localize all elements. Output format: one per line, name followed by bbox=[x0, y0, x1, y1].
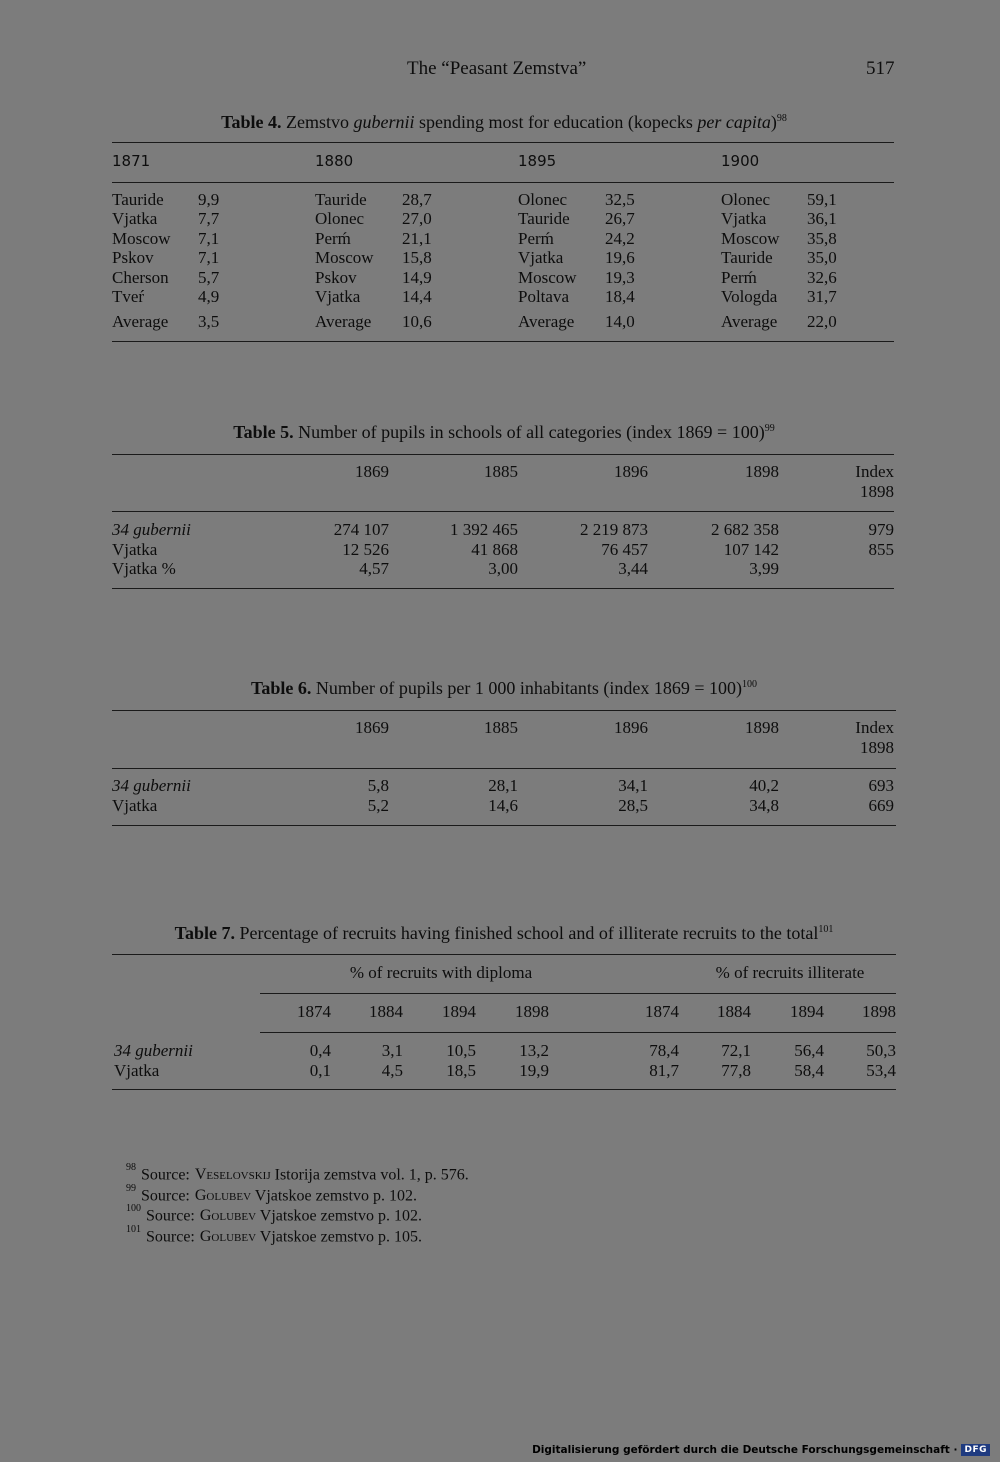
spending-value: 28,7 bbox=[402, 190, 432, 209]
data-value: 14,6 bbox=[488, 795, 518, 815]
index-header: 1898 bbox=[860, 737, 894, 757]
footnote-number: 99 bbox=[126, 1182, 136, 1194]
page-number: 517 bbox=[866, 58, 895, 79]
province-name: Cherson bbox=[112, 267, 169, 287]
table6-caption: Table 6. Number of pupils per 1 000 inhabitants (index 1869 = 100)$^{100}$ bbox=[251, 678, 757, 698]
table-rule bbox=[260, 993, 896, 994]
row-label: 34 gubernii bbox=[114, 1041, 193, 1060]
footnote bbox=[126, 1203, 422, 1225]
column-header: 1895 bbox=[518, 152, 557, 170]
footnote bbox=[126, 1223, 422, 1246]
spending-value: 24,2 bbox=[605, 228, 635, 248]
diploma-value: 13,2 bbox=[519, 1041, 549, 1060]
dfg-logo: DFG bbox=[961, 1444, 990, 1456]
diploma-value: 0,1 bbox=[309, 1060, 331, 1080]
row-label: Vjatka bbox=[112, 539, 158, 559]
year-header: 1884 bbox=[717, 1002, 751, 1021]
spending-value: 7,7 bbox=[198, 209, 220, 229]
row-label: Vjatka bbox=[114, 1060, 160, 1080]
spending-value: 14,9 bbox=[402, 267, 432, 287]
funding-text: Digitalisierung gefördert durch die Deutsche Forschungsgemeinschaft · bbox=[532, 1444, 958, 1456]
spending-value: 14,4 bbox=[402, 287, 432, 306]
running-title: The “Peasant Zemstva” bbox=[407, 58, 587, 79]
funding-notice bbox=[532, 1444, 990, 1456]
table7-caption: Table 7. Percentage of recruits having finished school and of illiterate recruits to the total$^{101}$ bbox=[174, 923, 834, 943]
province-name: Olonec bbox=[315, 209, 365, 229]
province-name: Vjatka bbox=[721, 209, 767, 229]
average-label: Average bbox=[315, 312, 372, 331]
column-header: 1880 bbox=[315, 152, 354, 170]
illiterate-value: 53,4 bbox=[866, 1060, 896, 1080]
table5-caption: Table 5. Number of pupils in schools of all categories (index 1869 = 100)$^{99}$ bbox=[233, 422, 775, 442]
column-header: 1896 bbox=[614, 718, 648, 737]
data-value: 5,8 bbox=[367, 776, 389, 795]
table-rule bbox=[112, 511, 894, 512]
footnote-lead: Source: bbox=[141, 1186, 190, 1204]
province-name: Moscow bbox=[112, 228, 171, 248]
index-value: 979 bbox=[868, 520, 894, 539]
table4-label: Table 4. bbox=[221, 112, 282, 132]
province-name: Tauride bbox=[721, 248, 773, 268]
row-label: 34 gubernii bbox=[112, 520, 191, 539]
province-name: Tauride bbox=[112, 190, 164, 209]
footnote bbox=[126, 1182, 417, 1205]
province-name: Tauride bbox=[518, 209, 570, 229]
province-name: Poltava bbox=[518, 287, 569, 306]
column-header: 1871 bbox=[112, 152, 151, 170]
table6-label: Table 6. bbox=[251, 678, 312, 698]
average-value: 14,0 bbox=[605, 312, 635, 331]
province-name: Olonec bbox=[721, 190, 771, 209]
row-label: Vjatka % bbox=[112, 559, 176, 578]
data-value: 3,44 bbox=[618, 559, 648, 578]
data-value: 40,2 bbox=[749, 776, 779, 795]
column-header: 1898 bbox=[745, 462, 779, 481]
province-name: Moscow bbox=[315, 248, 374, 268]
data-value: 5,2 bbox=[367, 795, 389, 815]
table-rule bbox=[112, 182, 894, 183]
province-name: Tveŕ bbox=[112, 287, 145, 306]
illiterate-value: 78,4 bbox=[649, 1041, 679, 1060]
footnote-text: Vjatskoe zemstvo p. 102. bbox=[251, 1186, 417, 1204]
average-label: Average bbox=[518, 312, 575, 331]
data-value: 34,1 bbox=[618, 776, 648, 795]
table-rule bbox=[112, 341, 894, 342]
data-value: 3,99 bbox=[749, 559, 779, 578]
column-header: 1885 bbox=[484, 462, 518, 481]
spending-value: 19,3 bbox=[605, 267, 635, 287]
table4-caption: Table 4. Zemstvo gubernii spending most for education (kopecks per capita)$^{98}$ bbox=[221, 112, 787, 132]
footnote-ref: 99 bbox=[764, 423, 775, 434]
data-value: 2 682 358 bbox=[711, 520, 779, 539]
footnote-author: Golubev bbox=[199, 1207, 257, 1225]
spending-value: 18,4 bbox=[605, 287, 635, 306]
index-value: 693 bbox=[868, 776, 894, 795]
province-name: Pskov bbox=[315, 267, 357, 287]
spending-value: 5,7 bbox=[198, 267, 220, 287]
spending-value: 9,9 bbox=[198, 190, 220, 209]
province-name: Vologda bbox=[721, 287, 778, 306]
illiterate-value: 81,7 bbox=[649, 1060, 679, 1080]
data-value: 4,57 bbox=[359, 559, 389, 578]
average-value: 10,6 bbox=[402, 312, 432, 331]
spending-value: 26,7 bbox=[605, 209, 635, 229]
province-name: Vjatka bbox=[315, 287, 361, 306]
data-value: 41 868 bbox=[471, 539, 518, 559]
index-value: 855 bbox=[868, 539, 894, 559]
province-name: Perḿ bbox=[518, 228, 554, 248]
footnote-number: 98 bbox=[126, 1162, 136, 1173]
year-header: 1884 bbox=[369, 1002, 403, 1021]
group-header: % of recruits illiterate bbox=[715, 963, 865, 982]
spending-value: 31,7 bbox=[807, 287, 837, 306]
data-value: 28,1 bbox=[488, 776, 518, 795]
spending-value: 27,0 bbox=[402, 209, 432, 229]
spending-value: 7,1 bbox=[198, 248, 220, 268]
column-header: 1898 bbox=[745, 718, 779, 737]
table5-label: Table 5. bbox=[233, 422, 294, 442]
footnote-number: 101 bbox=[126, 1223, 141, 1235]
footnote-ref: 100 bbox=[741, 679, 757, 690]
footnote-lead: Source: bbox=[141, 1166, 190, 1184]
column-header: 1869 bbox=[355, 462, 389, 481]
table7-label: Table 7. bbox=[174, 923, 236, 943]
table-rule bbox=[112, 768, 896, 769]
table-rule bbox=[112, 1089, 896, 1090]
illiterate-value: 50,3 bbox=[866, 1041, 896, 1060]
footnote-text: Vjatskoe zemstvo p. 105. bbox=[256, 1227, 422, 1245]
table-rule bbox=[112, 454, 894, 455]
column-header: 1869 bbox=[355, 718, 389, 737]
column-header: 1900 bbox=[721, 152, 760, 170]
year-header: 1894 bbox=[790, 1002, 824, 1021]
footnote-text: Istorija zemstva vol. 1, p. 576. bbox=[270, 1166, 469, 1184]
average-value: 22,0 bbox=[807, 312, 837, 331]
data-value: 1 392 465 bbox=[450, 520, 518, 539]
data-value: 274 107 bbox=[333, 520, 389, 539]
row-label: Vjatka bbox=[112, 795, 158, 815]
year-header: 1874 bbox=[645, 1002, 679, 1021]
average-value: 3,5 bbox=[198, 312, 220, 331]
province-name: Perḿ bbox=[315, 228, 351, 248]
spending-value: 59,1 bbox=[807, 190, 837, 209]
index-header: Index bbox=[855, 462, 894, 481]
table-rule bbox=[260, 1032, 896, 1033]
year-header: 1898 bbox=[515, 1002, 549, 1021]
table-rule bbox=[112, 825, 896, 826]
illiterate-value: 58,4 bbox=[794, 1060, 824, 1080]
column-header: 1885 bbox=[484, 718, 518, 737]
diploma-value: 10,5 bbox=[446, 1041, 476, 1060]
index-header: 1898 bbox=[860, 481, 894, 501]
table-rule bbox=[112, 710, 896, 711]
illiterate-value: 77,8 bbox=[721, 1060, 751, 1080]
column-header: 1896 bbox=[614, 462, 648, 481]
illiterate-value: 56,4 bbox=[794, 1041, 824, 1060]
footnote-number: 100 bbox=[126, 1203, 141, 1214]
province-name: Vjatka bbox=[112, 209, 158, 229]
spending-value: 4,9 bbox=[198, 287, 220, 306]
table-rule bbox=[112, 954, 896, 955]
spending-value: 7,1 bbox=[198, 228, 220, 248]
spending-value: 35,0 bbox=[807, 248, 837, 268]
average-label: Average bbox=[112, 312, 169, 331]
data-value: 34,8 bbox=[749, 795, 779, 815]
illiterate-value: 72,1 bbox=[721, 1041, 751, 1060]
province-name: Pskov bbox=[112, 248, 154, 268]
spending-value: 19,6 bbox=[605, 248, 635, 268]
data-value: 28,5 bbox=[618, 795, 648, 815]
footnote-author: Veselovskij bbox=[194, 1166, 271, 1184]
index-header: Index bbox=[855, 718, 894, 737]
spending-value: 15,8 bbox=[402, 248, 432, 268]
footnote-lead: Source: bbox=[146, 1207, 195, 1225]
data-value: 2 219 873 bbox=[580, 520, 648, 539]
province-name: Moscow bbox=[518, 267, 577, 287]
province-name: Moscow bbox=[721, 228, 780, 248]
diploma-value: 0,4 bbox=[309, 1041, 331, 1060]
year-header: 1894 bbox=[442, 1002, 476, 1021]
group-header: % of recruits with diploma bbox=[349, 963, 533, 982]
spending-value: 21,1 bbox=[402, 228, 432, 248]
table-rule bbox=[112, 142, 894, 143]
row-label: 34 gubernii bbox=[112, 776, 191, 795]
data-value: 12 526 bbox=[342, 539, 389, 559]
footnote-author: Golubev bbox=[199, 1227, 257, 1245]
index-value: 669 bbox=[868, 795, 894, 815]
data-value: 3,00 bbox=[488, 559, 518, 578]
diploma-value: 19,9 bbox=[519, 1060, 549, 1080]
province-name: Olonec bbox=[518, 190, 568, 209]
spending-value: 35,8 bbox=[807, 228, 837, 248]
footnote-author: Golubev bbox=[194, 1186, 252, 1204]
footnote-ref: 98 bbox=[776, 113, 787, 124]
footnote bbox=[126, 1162, 469, 1184]
province-name: Perḿ bbox=[721, 267, 757, 287]
spending-value: 36,1 bbox=[807, 209, 837, 229]
data-value: 107 142 bbox=[723, 539, 779, 559]
year-header: 1898 bbox=[862, 1002, 896, 1021]
province-name: Vjatka bbox=[518, 248, 564, 268]
diploma-value: 3,1 bbox=[381, 1041, 403, 1060]
diploma-value: 4,5 bbox=[381, 1060, 403, 1080]
average-label: Average bbox=[721, 312, 778, 331]
year-header: 1874 bbox=[297, 1002, 331, 1021]
diploma-value: 18,5 bbox=[446, 1060, 476, 1080]
table-rule bbox=[112, 588, 894, 589]
footnote-ref: 101 bbox=[818, 924, 834, 935]
data-value: 76 457 bbox=[601, 539, 648, 559]
province-name: Tauride bbox=[315, 190, 367, 209]
footnote-lead: Source: bbox=[146, 1227, 195, 1245]
spending-value: 32,5 bbox=[605, 190, 635, 209]
spending-value: 32,6 bbox=[807, 267, 837, 287]
footnote-text: Vjatskoe zemstvo p. 102. bbox=[256, 1207, 422, 1225]
